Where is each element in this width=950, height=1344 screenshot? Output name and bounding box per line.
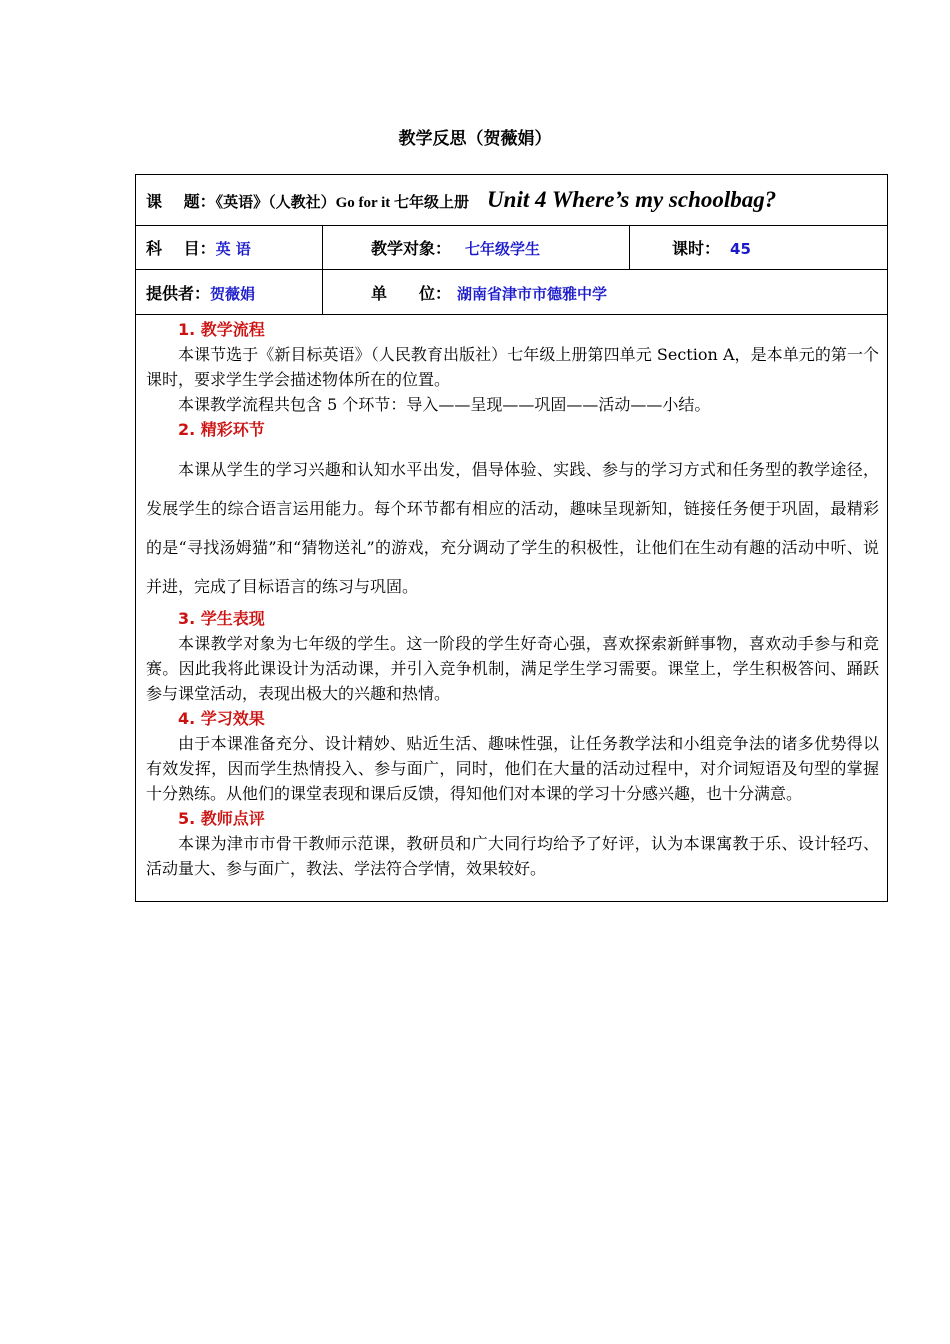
subject-label: 科 目： — [146, 239, 216, 258]
provider-cell — [136, 270, 323, 315]
course-value: 《英语》（人教社）Go for it 七年级上册 — [215, 195, 470, 211]
subject-row — [136, 226, 888, 270]
section-paragraph: 本课节选于《新目标英语》（人民教育出版社）七年级上册第四单元 Section A，是本单元的第一个课时，要求学生学会描述物体所在的位置。 — [146, 345, 880, 389]
reflection-content — [136, 315, 888, 902]
audience-cell — [323, 226, 630, 270]
audience-value: 七年级学生 — [465, 240, 541, 258]
hours-label: 课时： — [672, 239, 721, 258]
provider-row — [136, 270, 888, 315]
audience-label: 教学对象： — [371, 239, 452, 258]
subject-value: 英 语 — [215, 240, 251, 258]
section-heading: 4. 学习效果 — [178, 709, 265, 728]
course-cell — [136, 175, 888, 226]
subject-cell — [136, 226, 323, 270]
section-paragraph: 本课从学生的学习兴趣和认知水平出发，倡导体验、实践、参与的学习方式和任务型的教学途径，发展学生的综合语言运用能力。每个环节都有相应的活动，趣味呈现新知，链接任务便于巩固，最精彩的是“寻找汤姆猫”和“猜物送礼”的游戏，充分调动了学生的积极性，让他们在生动有趣的活动中听、说并进，完成了目标语言的练习与巩固。 — [146, 460, 880, 596]
course-label: 课 题： — [146, 192, 216, 211]
org-label: 单 位： — [371, 283, 452, 303]
section-heading: 1. 教学流程 — [178, 320, 265, 339]
course-row — [136, 175, 888, 226]
unit-title: Unit 4 Where’s my schoolbag? — [487, 187, 777, 212]
content-row — [136, 315, 888, 902]
section-paragraph: 由于本课准备充分、设计精妙、贴近生活、趣味性强，让任务教学法和小组竞争法的诸多优势得以有效发挥，因而学生热情投入、参与面广，同时，他们在大量的活动过程中，对介词短语及句型的掌握十分熟练。从他们的课堂表现和课后反馈，得知他们对本课的学习十分感兴趣，也十分满意。 — [146, 734, 880, 803]
section-heading: 3. 学生表现 — [178, 609, 265, 628]
document-title: 教学反思（贺薇娟） — [398, 129, 552, 149]
org-cell — [323, 270, 888, 315]
provider-label: 提供者： — [146, 283, 211, 303]
section-paragraph: 本课教学对象为七年级的学生。这一阶段的学生好奇心强，喜欢探索新鲜事物，喜欢动手参与和竞赛。因此我将此课设计为活动课，并引入竞争机制，满足学生学习需要。课堂上，学生积极答问、踊跃参与课堂活动，表现出极大的兴趣和热情。 — [146, 634, 880, 703]
section-paragraph: 本课教学流程共包含 5 个环节：导入——呈现——巩固——活动——小结。 — [178, 395, 711, 414]
section-heading: 2. 精彩环节 — [178, 420, 265, 439]
org-value: 湖南省津市市德雅中学 — [457, 284, 608, 303]
lesson-info-table — [135, 174, 888, 902]
section-heading: 5. 教师点评 — [178, 809, 265, 828]
provider-value: 贺薇娟 — [210, 284, 256, 303]
section-paragraph: 本课为津市市骨干教师示范课，教研员和广大同行均给予了好评，认为本课寓教于乐、设计轻巧、活动量大、参与面广，教法、学法符合学情，效果较好。 — [146, 834, 880, 878]
hours-cell — [630, 226, 888, 270]
hours-value: 45 — [730, 240, 751, 258]
